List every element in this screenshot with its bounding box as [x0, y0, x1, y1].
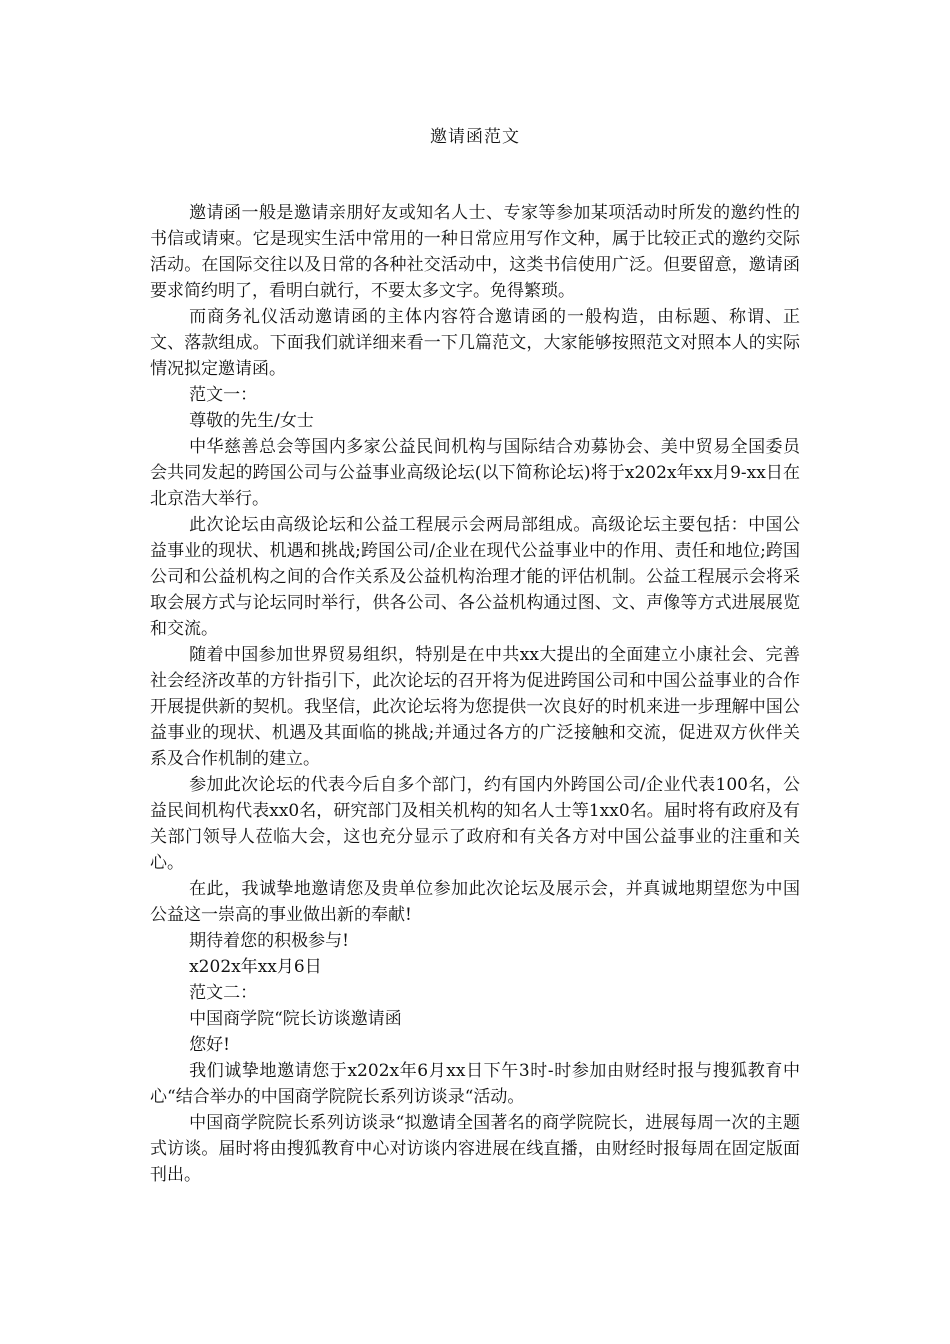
paragraph-interview-invite: 我们诚挚地邀请您于x202x年6月xx日下午3时-时参加由财经时报与搜狐教育中心“结合举办的中国商学院院长系列访谈录“活动。 — [150, 1061, 800, 1107]
paragraph-attendees: 参加此次论坛的代表今后自多个部门，约有国内外跨国公司/企业代表100名，公益民间机构代表xx0名，研究部门及相关机构的知名人士等1xx0名。届时将有政府及有关部门领导人莅临大会，这也充分显示了政府和有关各方对中国公益事业的注重和关心。 — [150, 775, 800, 873]
paragraph-forum-intro: 中华慈善总会等国内多家公益民间机构与国际结合劝募协会、美中贸易全国委员会共同发起的跨国公司与公益事业高级论坛(以下简称论坛)将于x202x年xx月9-xx日在北京浩大举行。 — [150, 437, 800, 509]
closing-line: 期待着您的积极参与! — [189, 931, 349, 951]
paragraph-interview-details: 中国商学院院长系列访谈录“拟邀请全国著名的商学院院长，进展每周一次的主题式访谈。届时将由搜狐教育中心对访谈内容进展在线直播，由财经时报每周在固定版面刊出。 — [150, 1113, 800, 1185]
paragraph-forum-parts: 此次论坛由高级论坛和公益工程展示会两局部组成。高级论坛主要包括：中国公益事业的现状、机遇和挑战;跨国公司/企业在现代公益事业中的作用、责任和地位;跨国公司和公益机构之间的合作关系及公益机构治理才能的评估机制。公益工程展示会将采取会展方式与论坛同时举行，供各公司、各公益机构通过图、文、声像等方式进展展览和交流。 — [150, 515, 800, 639]
sample-two-title: 中国商学院“院长访谈邀请函 — [189, 1009, 402, 1029]
sample-two-heading: 范文二： — [189, 983, 258, 1003]
paragraph-invitation: 在此，我诚挚地邀请您及贵单位参加此次论坛及展示会，并真诚地期望您为中国公益这一崇高的事业做出新的奉献! — [150, 879, 800, 925]
paragraph-opportunity: 随着中国参加世界贸易组织，特别是在中共xx大提出的全面建立小康社会、完善社会经济改革的方针指引下，此次论坛的召开将为促进跨国公司和中国公益事业的合作开展提供新的契机。我坚信，此次论坛将为您提供一次良好的时机来进一步理解中国公益事业的现状、机遇及其面临的挑战;并通过各方的广泛接触和交流，促进双方伙伴关系及合作机制的建立。 — [150, 645, 800, 769]
sample-one-heading: 范文一： — [189, 385, 258, 405]
salutation: 尊敬的先生/女士 — [189, 411, 314, 431]
document-body — [150, 200, 800, 1188]
paragraph-structure: 而商务礼仪活动邀请函的主体内容符合邀请函的一般构造，由标题、称谓、正文、落款组成。下面我们就详细来看一下几篇范文，大家能够按照范文对照本人的实际情况拟定邀请函。 — [150, 307, 800, 379]
paragraph-intro: 邀请函一般是邀请亲朋好友或知名人士、专家等参加某项活动时所发的邀约性的书信或请柬。它是现实生活中常用的一种日常应用写作文种，属于比较正式的邀约交际活动。在国际交往以及日常的各种社交活动中，这类书信使用广泛。但要留意，邀请函要求简约明了，看明白就行，不要太多文字。免得繁琐。 — [150, 203, 800, 301]
greeting: 您好! — [189, 1035, 230, 1055]
date-line: x202x年xx月6日 — [189, 957, 322, 977]
document-title: 邀请函范文 — [430, 127, 520, 147]
